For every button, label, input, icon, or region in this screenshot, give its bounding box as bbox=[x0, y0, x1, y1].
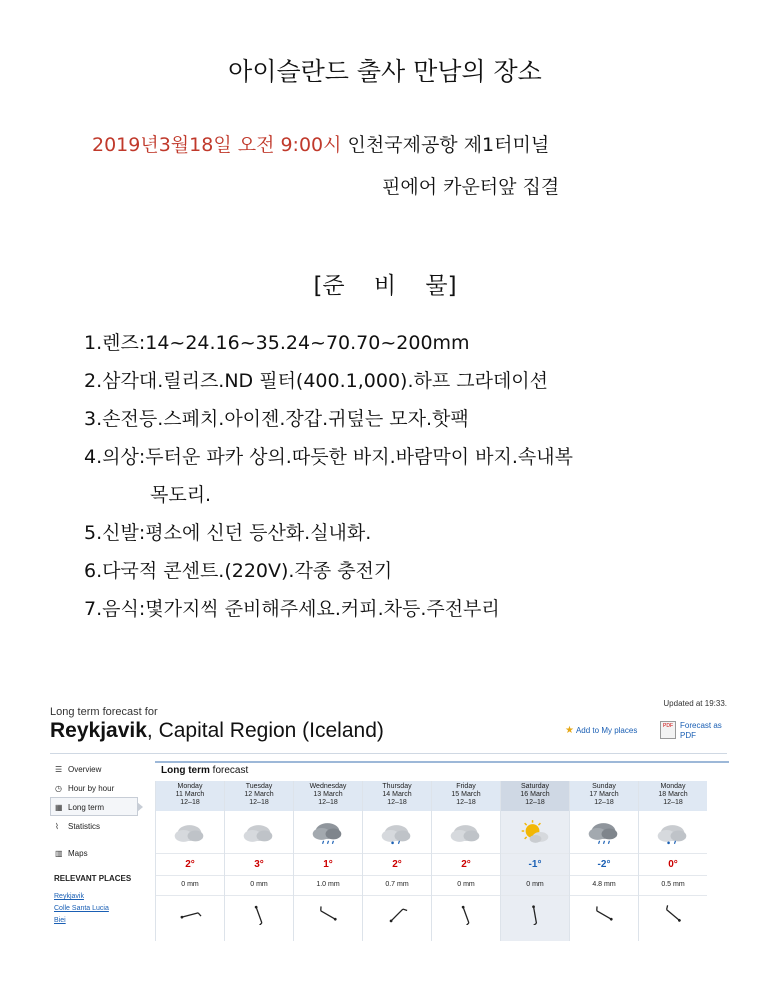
temperature: 2° bbox=[185, 859, 195, 870]
updated-time: Updated at 19:33. bbox=[663, 699, 727, 708]
forecast-subtitle: Long term forecast for bbox=[50, 706, 158, 718]
day-columns bbox=[155, 781, 729, 941]
temperature: -2° bbox=[597, 859, 611, 870]
day-column bbox=[500, 781, 569, 941]
sidebar bbox=[50, 759, 145, 927]
pdf-link-line1: Forecast as bbox=[680, 721, 722, 730]
day-time: 12–18 bbox=[249, 799, 269, 806]
precipitation: 0.5 mm bbox=[661, 881, 685, 888]
wind-arrow-icon bbox=[432, 905, 500, 925]
sun-cloud-icon bbox=[501, 819, 569, 845]
day-header bbox=[432, 781, 500, 811]
nav-long-term-label: Long term bbox=[68, 803, 105, 812]
day-date: 12 March bbox=[244, 791, 274, 798]
day-name: Thursday bbox=[382, 783, 412, 790]
prep-heading: [준 비 물] bbox=[313, 273, 457, 299]
day-column bbox=[155, 781, 224, 941]
day-date: 15 March bbox=[451, 791, 481, 798]
day-time: 12–18 bbox=[180, 799, 200, 806]
nav-maps[interactable] bbox=[50, 843, 145, 862]
day-header bbox=[294, 781, 362, 811]
rain-cloud-icon bbox=[570, 819, 638, 845]
day-name: Sunday bbox=[592, 783, 616, 790]
nav-hour-label: Hour by hour bbox=[68, 784, 115, 793]
prep-item: 4.의상:두터운 파카 상의.따듯한 바지.바람막이 바지.속내복 bbox=[84, 446, 573, 468]
wind-arrow-icon bbox=[363, 905, 431, 925]
wind-arrow-icon bbox=[570, 905, 638, 925]
wind-arrow-icon bbox=[225, 905, 293, 925]
meeting-spot: 핀에어 카운터앞 집결 bbox=[382, 176, 560, 198]
pdf-link-line2: PDF bbox=[680, 731, 696, 740]
prep-item-continuation: 목도리. bbox=[150, 484, 212, 506]
temperature: 0° bbox=[668, 859, 678, 870]
sleet-cloud-icon bbox=[363, 819, 431, 845]
sleet-cloud-icon bbox=[639, 819, 707, 845]
prep-item: 6.다국적 콘센트.(220V).각종 충전기 bbox=[84, 560, 393, 582]
prep-item: 7.음식:몇가지씩 준비해주세요.커피.차등.주전부리 bbox=[84, 598, 500, 620]
day-date: 11 March bbox=[175, 791, 205, 798]
cloud-icon bbox=[156, 819, 224, 845]
long-term-table bbox=[155, 761, 729, 888]
day-column bbox=[362, 781, 431, 941]
list-icon: ☰ bbox=[55, 765, 63, 774]
day-time: 12–18 bbox=[387, 799, 407, 806]
day-date: 16 March bbox=[520, 791, 550, 798]
day-name: Friday bbox=[456, 783, 476, 790]
document-title: 아이슬란드 출사 만남의 장소 bbox=[228, 57, 542, 86]
day-time: 12–18 bbox=[525, 799, 545, 806]
cloud-icon bbox=[432, 819, 500, 845]
add-my-places-link[interactable] bbox=[565, 725, 637, 736]
precipitation: 1.0 mm bbox=[316, 881, 340, 888]
prep-item: 2.삼각대.릴리즈.ND 필터(400.1,000).하프 그라데이션 bbox=[84, 370, 549, 392]
prep-item: 1.렌즈:14~24.16~35.24~70.70~200mm bbox=[84, 332, 470, 354]
place-link[interactable]: Biei bbox=[54, 917, 66, 924]
wind-arrow-icon bbox=[501, 905, 569, 925]
table-heading-bold: Long term bbox=[161, 765, 210, 776]
day-date: 18 March bbox=[658, 791, 688, 798]
precipitation: 0 mm bbox=[181, 881, 199, 888]
day-header bbox=[639, 781, 707, 811]
calendar-icon: ▦ bbox=[55, 803, 63, 812]
place-link[interactable]: Colle Santa Lucia bbox=[54, 905, 109, 912]
nav-maps-label: Maps bbox=[68, 849, 88, 858]
nav-overview[interactable] bbox=[50, 759, 145, 778]
day-date: 13 March bbox=[313, 791, 343, 798]
table-heading bbox=[155, 761, 729, 777]
temperature: 1° bbox=[323, 859, 333, 870]
day-name: Monday bbox=[177, 783, 203, 790]
day-header bbox=[501, 781, 569, 811]
day-time: 12–18 bbox=[456, 799, 476, 806]
relevant-places-heading: RELEVANT PLACES bbox=[54, 874, 132, 883]
cloud-icon bbox=[225, 819, 293, 845]
day-name: Monday bbox=[660, 783, 686, 790]
nav-long-term[interactable] bbox=[50, 797, 138, 816]
day-column bbox=[638, 781, 707, 941]
temperature: 2° bbox=[461, 859, 471, 870]
day-header bbox=[570, 781, 638, 811]
wind-arrow-icon bbox=[156, 905, 224, 925]
day-header bbox=[363, 781, 431, 811]
pdf-icon-label: PDF bbox=[663, 723, 673, 729]
add-my-places-label: Add to My places bbox=[575, 726, 638, 735]
day-date: 14 March bbox=[382, 791, 412, 798]
nav-statistics[interactable] bbox=[50, 816, 145, 835]
map-icon: ▥ bbox=[55, 849, 63, 858]
day-header bbox=[156, 781, 224, 811]
temperature: 3° bbox=[254, 859, 264, 870]
nav-hour-by-hour[interactable] bbox=[50, 778, 145, 797]
nav-overview-label: Overview bbox=[68, 765, 102, 774]
prep-item: 3.손전등.스페치.아이젠.장갑.귀덮는 모자.핫팩 bbox=[84, 408, 469, 430]
star-icon: ★ bbox=[565, 725, 574, 736]
precipitation: 4.8 mm bbox=[592, 881, 616, 888]
day-name: Tuesday bbox=[245, 783, 273, 790]
precipitation: 0.7 mm bbox=[385, 881, 409, 888]
day-time: 12–18 bbox=[663, 799, 683, 806]
header-divider bbox=[50, 753, 727, 754]
day-column bbox=[569, 781, 638, 941]
day-name: Saturday bbox=[520, 783, 550, 790]
region-name: , Capital Region (Iceland) bbox=[146, 719, 384, 742]
meeting-place: 인천국제공항 제1터미널 bbox=[341, 134, 550, 156]
meeting-time: 2019년3월18일 오전 9:00시 bbox=[92, 134, 342, 156]
day-header bbox=[225, 781, 293, 811]
precipitation: 0 mm bbox=[526, 881, 544, 888]
nav-statistics-label: Statistics bbox=[68, 822, 101, 831]
day-column bbox=[431, 781, 500, 941]
day-column bbox=[293, 781, 362, 941]
temperature: 2° bbox=[392, 859, 402, 870]
chart-icon: ⌇ bbox=[55, 822, 59, 831]
clock-icon: ◷ bbox=[55, 784, 62, 793]
day-time: 12–18 bbox=[318, 799, 338, 806]
temperature: -1° bbox=[528, 859, 542, 870]
forecast-screenshot bbox=[45, 699, 729, 941]
city-name: Reykjavik bbox=[50, 719, 147, 742]
meeting-line bbox=[92, 130, 549, 157]
precipitation: 0 mm bbox=[250, 881, 268, 888]
forecast-pdf-link[interactable] bbox=[660, 721, 722, 741]
day-column bbox=[224, 781, 293, 941]
place-link[interactable]: Reykjavik bbox=[54, 893, 84, 900]
table-heading-rest: forecast bbox=[209, 765, 249, 776]
day-date: 17 March bbox=[589, 791, 619, 798]
pdf-icon bbox=[660, 721, 676, 739]
day-name: Wednesday bbox=[309, 783, 347, 790]
prep-item: 5.신발:평소에 신던 등산화.실내화. bbox=[84, 522, 372, 544]
rain-cloud-icon bbox=[294, 819, 362, 845]
precipitation: 0 mm bbox=[457, 881, 475, 888]
wind-arrow-icon bbox=[294, 905, 362, 925]
day-time: 12–18 bbox=[594, 799, 614, 806]
location-title bbox=[50, 719, 384, 743]
wind-arrow-icon bbox=[639, 905, 707, 925]
prep-list bbox=[84, 324, 573, 628]
